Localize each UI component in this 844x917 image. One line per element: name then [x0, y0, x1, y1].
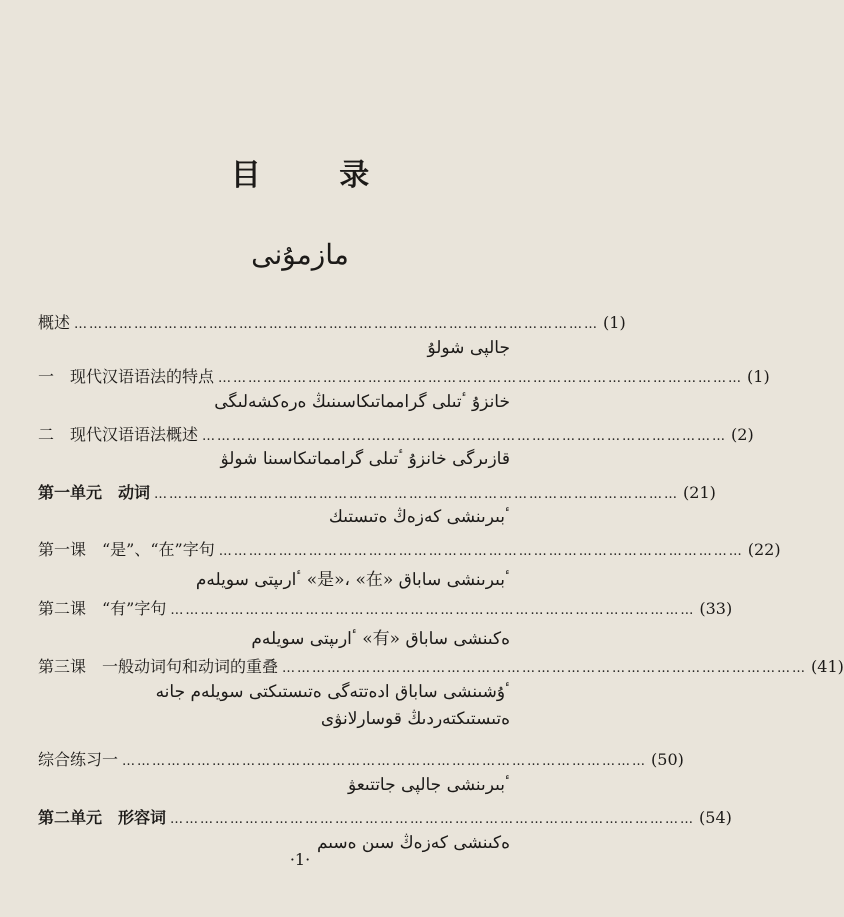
toc-entry-label: 第一课 “是”、“在”字句	[38, 540, 215, 559]
toc-entry-label: 第二单元 形容词	[38, 808, 167, 827]
toc-uyghur-line: ٴبىرىنشى جالپى جاتتىعۋ	[347, 775, 510, 795]
toc-uyghur-line: ٴۇشىنشى ساباق ادەتتەگى ەتىستىكتى سويلەم جانە	[155, 682, 510, 702]
leader-dots: ……………………………………………………………………………………………	[282, 661, 808, 676]
toc-entry[interactable]	[38, 537, 781, 561]
toc-entry[interactable]	[38, 654, 844, 678]
toc-uyghur-line: جالپى شولۇ	[427, 338, 510, 358]
toc-entry[interactable]	[38, 747, 684, 771]
toc-entry[interactable]	[38, 596, 733, 620]
leader-dots: ……………………………………………………………………………………………	[154, 487, 680, 502]
toc-page-number: (22)	[747, 540, 781, 559]
leader-dots: ……………………………………………………………………………………………	[202, 429, 728, 444]
toc-entry-label: 第二课 “有”字句	[38, 599, 167, 618]
toc-uyghur-line: خانزۇ ٴتىلى گرامماتىكاسىنىڭ ەرەكشەلىگى	[214, 392, 510, 412]
toc-page-number: (33)	[699, 599, 733, 618]
page-title: 目 录	[230, 158, 404, 193]
toc-uyghur-line: ٴبىرىنشى كەزەڭ ەتىستىك	[328, 507, 510, 527]
toc-page-number: (1)	[747, 367, 770, 386]
toc-uyghur-line: ەتىستىكتەردىڭ قوسارلانۋى	[320, 709, 510, 729]
leader-dots: ……………………………………………………………………………………………	[218, 371, 744, 386]
toc-entry[interactable]	[38, 310, 626, 334]
toc-entry-label: 概述	[38, 313, 71, 332]
leader-dots: ……………………………………………………………………………………………	[74, 317, 600, 332]
toc-entry-label: 二 现代汉语语法概述	[38, 425, 199, 444]
toc-entry[interactable]	[38, 480, 716, 504]
toc-page-number: (41)	[811, 657, 844, 676]
page-subtitle: مازمۇنى	[251, 238, 349, 271]
toc-page-number: (1)	[603, 313, 626, 332]
toc-page-number: (21)	[683, 483, 716, 502]
toc-entry[interactable]	[38, 422, 754, 446]
toc-entry[interactable]	[38, 805, 732, 829]
toc-uyghur-line: قازىرگى خانزۇ ٴتىلى گرامماتىكاسىنا شولۋ	[220, 449, 510, 469]
toc-entry-label: 一 现代汉语语法的特点	[38, 367, 215, 386]
toc-uyghur-line: ەكىنشى كەزەڭ سىن ەسىم	[316, 833, 510, 853]
toc-page-number: (54)	[699, 808, 732, 827]
toc-entry-label: 综合练习一	[38, 750, 119, 769]
leader-dots: ……………………………………………………………………………………………	[218, 544, 744, 559]
toc-entry-label: 第一单元 动词	[38, 483, 151, 502]
page-number-footer: ·1·	[289, 850, 311, 869]
toc-page-number: (2)	[731, 425, 754, 444]
toc-page-number: (50)	[651, 750, 684, 769]
leader-dots: ……………………………………………………………………………………………	[170, 812, 696, 827]
leader-dots: ……………………………………………………………………………………………	[122, 754, 648, 769]
leader-dots: ……………………………………………………………………………………………	[170, 603, 696, 618]
toc-uyghur-line: ٴبىرىنشى ساباق «是»، «在» ٴارىپتى سويلەم	[195, 570, 510, 590]
toc-entry[interactable]	[38, 364, 770, 388]
toc-uyghur-line: ەكىنشى ساباق «有» ٴارىپتى سويلەم	[251, 629, 510, 649]
toc-entry-label: 第三课 一般动词句和动词的重叠	[38, 657, 279, 676]
